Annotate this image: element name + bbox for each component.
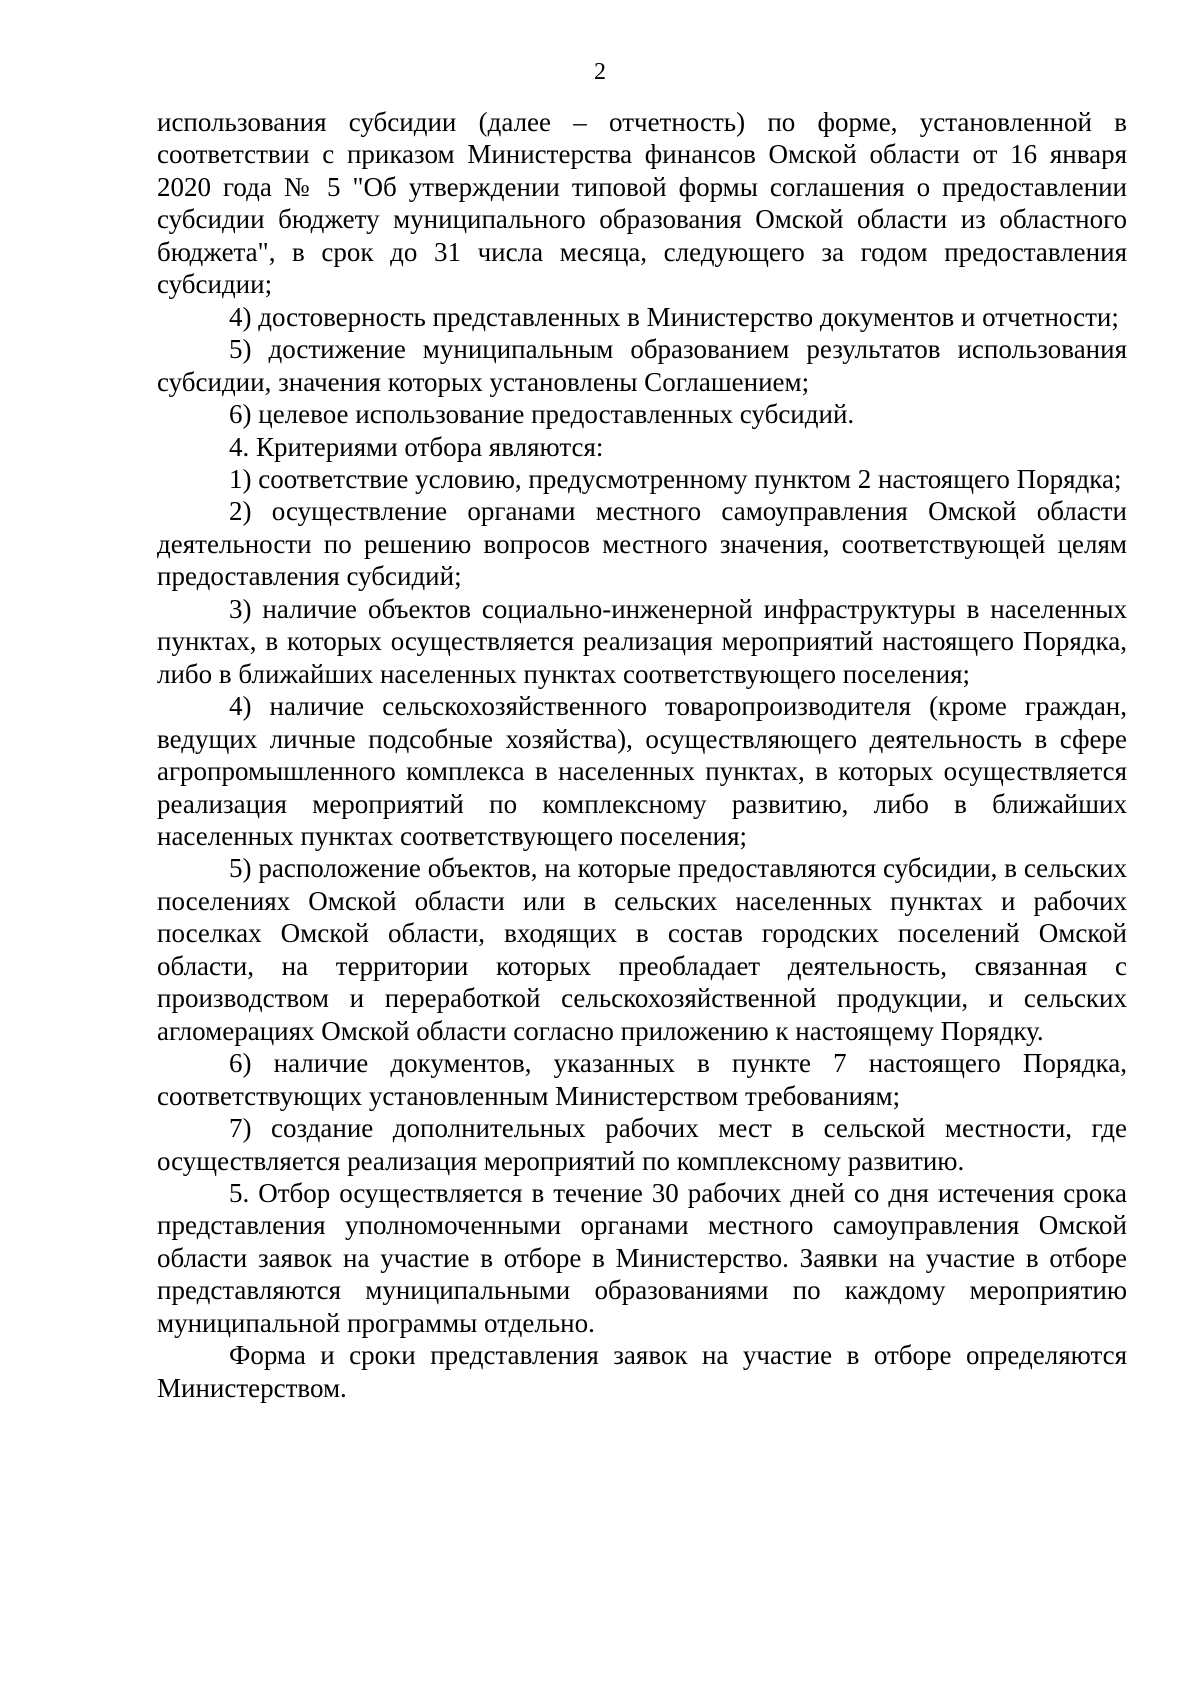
paragraph-reporting-form: использования субсидии (далее – отчетность) по форме, установленной в соответствии с приказом Министерства финансов Омской области от 16 января 2020 года № 5 "Об утверждении типовой формы соглашения о предоставлении субсидии бюджету муниципального образования Омской области из областного бюджета", в срок до 31 числа месяца, следующего за годом предоставления субсидии; [157,107,1127,300]
paragraph-section-5-selection: 5. Отбор осуществляется в течение 30 рабочих дней со дня истечения срока представления уполномоченными органами местного самоуправления Омской области заявок на участие в отборе в Министерство. Заявки на участие в отборе представляются муниципальными образованиями по каждому мероприятию муниципальной программы отдельно. [157,1177,1127,1338]
paragraph-criterion-4: 4) наличие сельскохозяйственного товаропроизводителя (кроме граждан, ведущих личные подсобные хозяйства), осуществляющего деятельность в сфере агропромышленного комплекса в населенных пунктах, в которых осуществляется реализация мероприятий по комплексному развитию, либо в ближайших населенных пунктах соответствующего поселения; [157,691,1127,851]
page-number: 2 [594,59,606,85]
paragraph-item-4-reliability: 4) достоверность представленных в Министерство документов и отчетности; [229,301,1119,332]
paragraph-section-4-heading: 4. Критериями отбора являются: [229,431,604,462]
paragraph-criterion-5: 5) расположение объектов, на которые предоставляются субсидии, в сельских поселениях Омской области или в сельских населенных пунктах и рабочих поселках Омской области, входящих в состав городских поселений Омской области, на территории которых преобладает деятельность, связанная с производством и переработкой сельскохозяйственной продукции, и сельских агломерациях Омской области согласно приложению к настоящему Порядку. [157,853,1127,1046]
paragraph-application-form: Форма и сроки представления заявок на участие в отборе определяются Министерством. [157,1340,1127,1403]
paragraph-item-5-results: 5) достижение муниципальным образованием результатов использования субсидии, значения которых установлены Соглашением; [157,334,1127,397]
paragraph-criterion-1: 1) соответствие условию, предусмотренному пунктом 2 настоящего Порядка; [229,463,1122,494]
paragraph-criterion-2: 2) осуществление органами местного самоуправления Омской области деятельности по решению вопросов местного значения, соответствующей целям предоставления субсидий; [157,496,1127,592]
document-body [157,106,1127,1404]
paragraph-criterion-6: 6) наличие документов, указанных в пункте 7 настоящего Порядка, соответствующих установленным Министерством требованиям; [157,1048,1127,1111]
paragraph-item-6-target-use: 6) целевое использование предоставленных субсидий. [229,399,855,430]
paragraph-criterion-7: 7) создание дополнительных рабочих мест в сельской местности, где осуществляется реализация мероприятий по комплексному развитию. [157,1113,1127,1176]
paragraph-criterion-3: 3) наличие объектов социально-инженерной инфраструктуры в населенных пунктах, в которых осуществляется реализация мероприятий настоящего Порядка, либо в ближайших населенных пунктах соответствующего поселения; [157,593,1127,689]
